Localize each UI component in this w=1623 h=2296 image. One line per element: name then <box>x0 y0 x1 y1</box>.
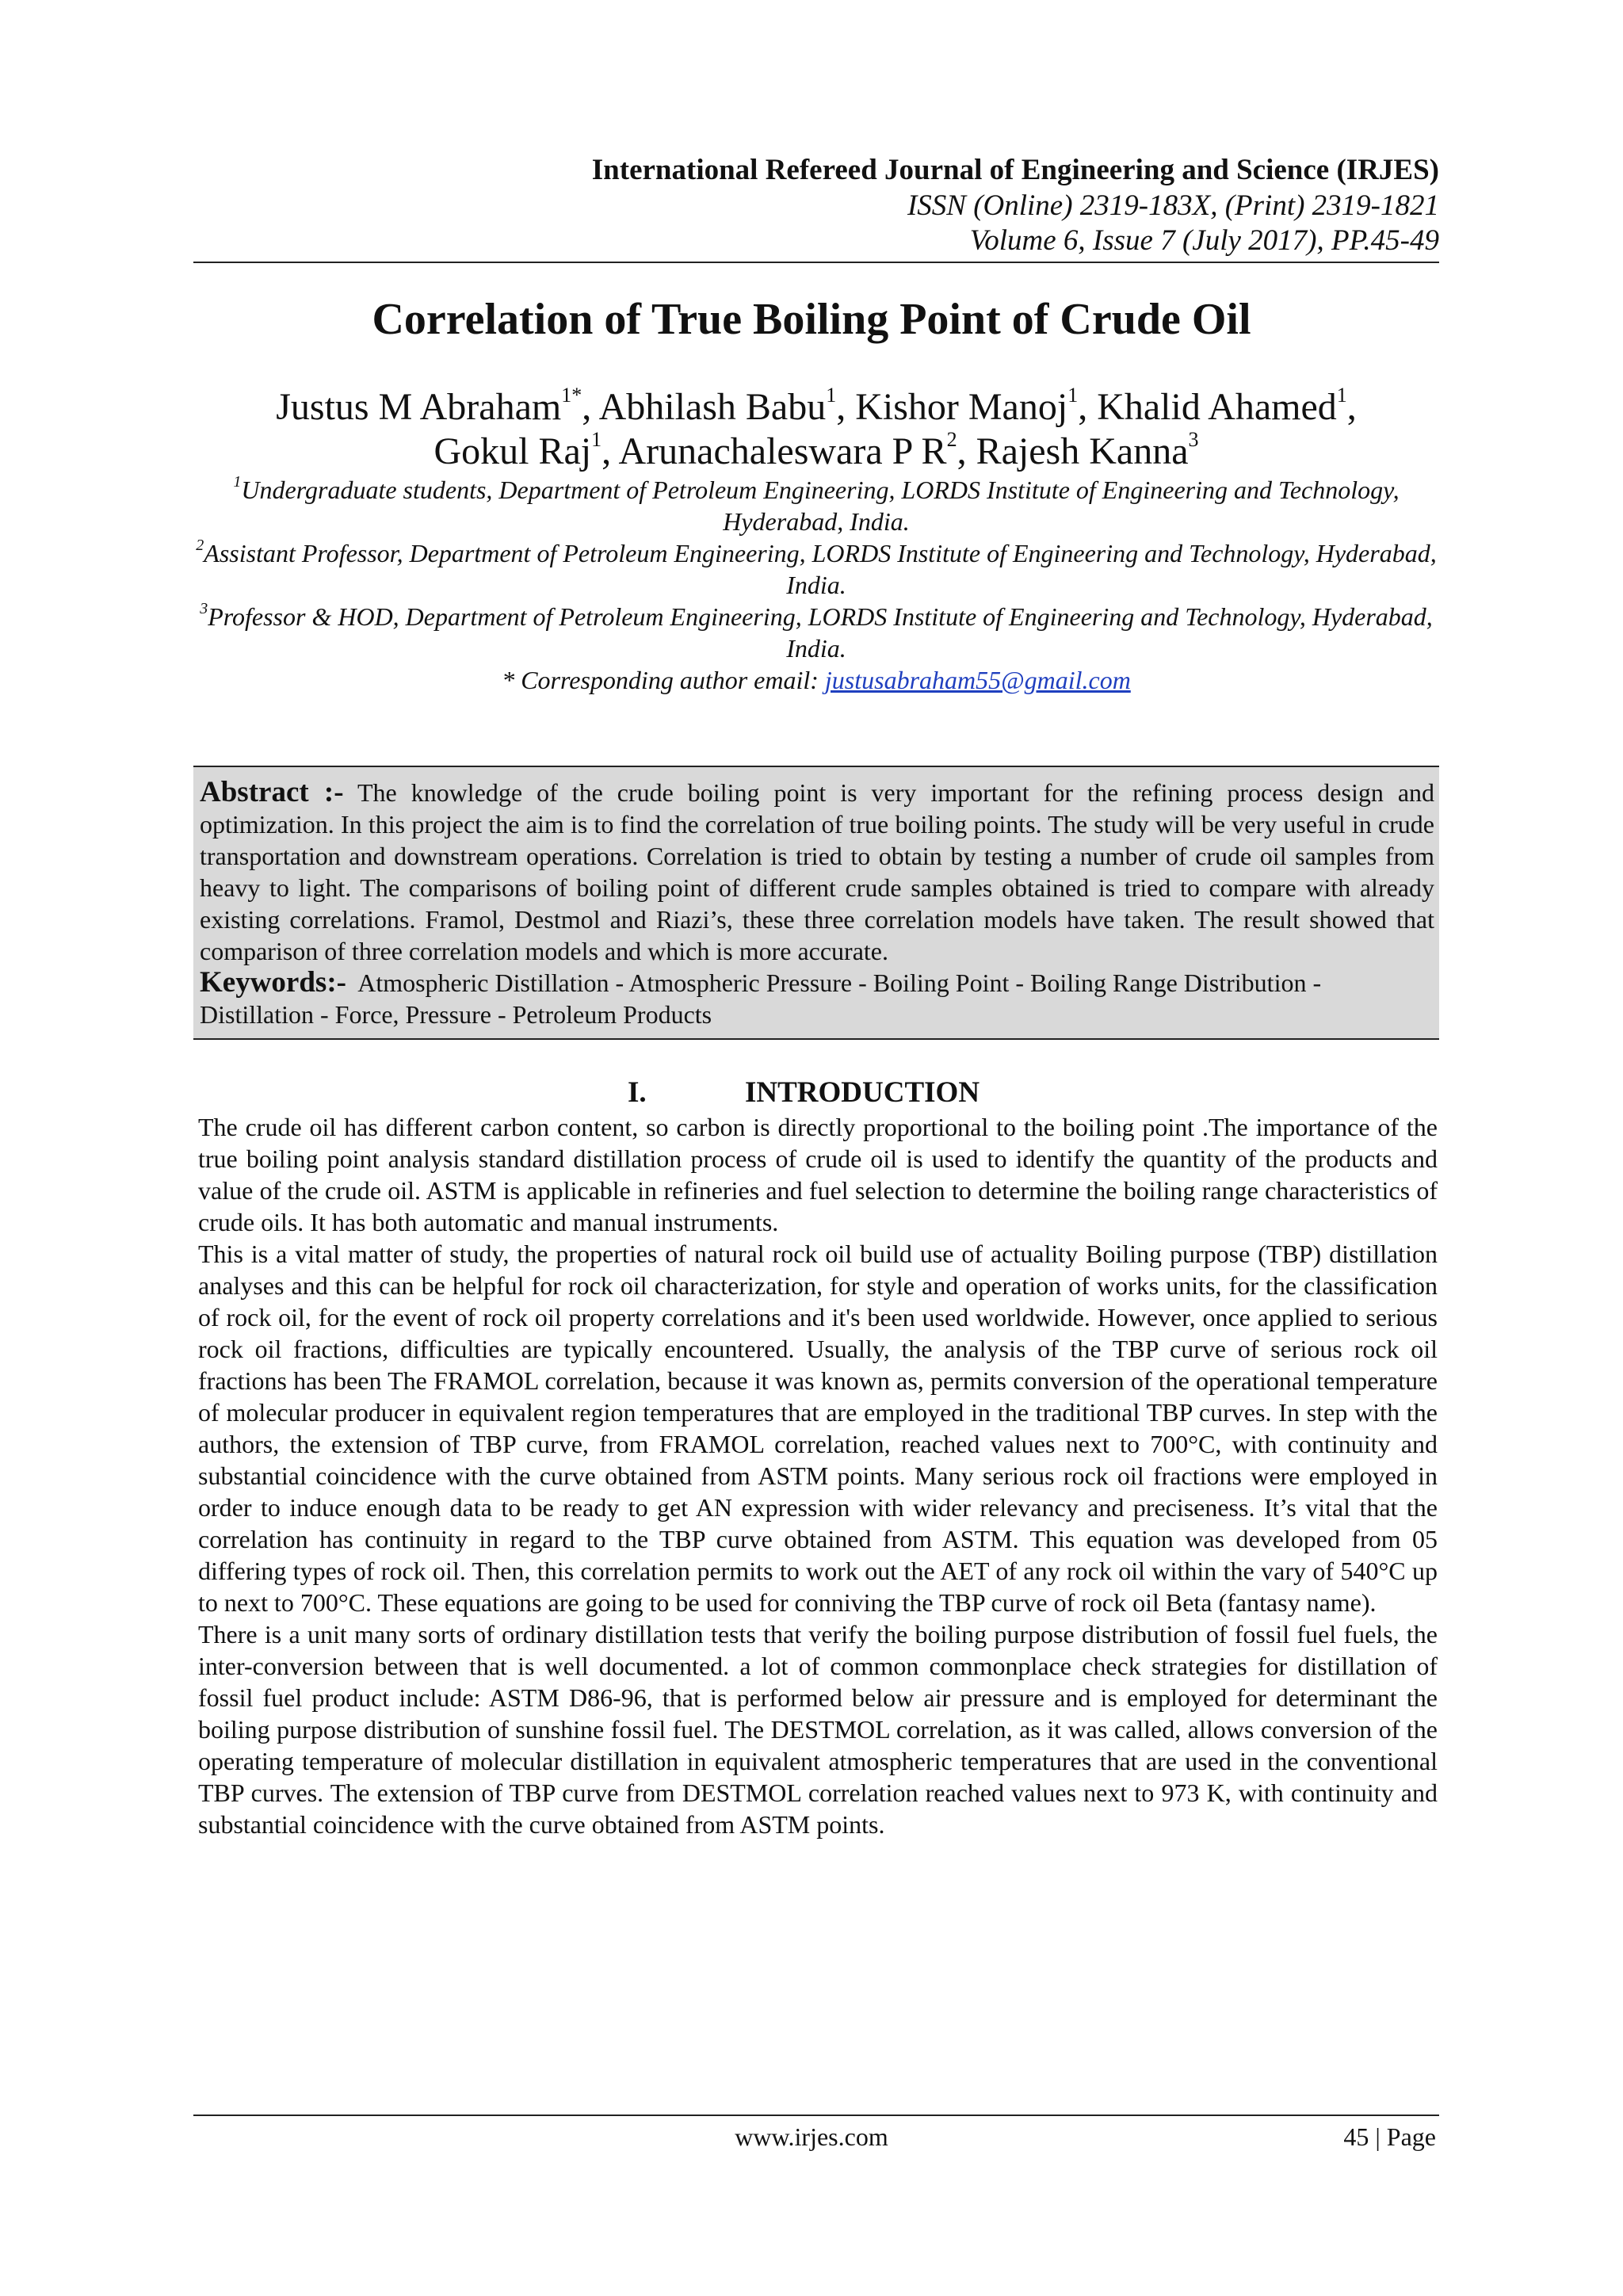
keywords-paragraph <box>200 967 1434 1030</box>
abstract-label: Abstract :- <box>200 776 344 808</box>
footer-page-number: 45 | Page <box>1343 2122 1436 2151</box>
introduction-body <box>198 1111 1438 1840</box>
keywords-text: Atmospheric Distillation - Atmospheric Pressure - Boiling Point - Boiling Range Distribution - Distillation - Force, Pressure - Petroleum Products <box>200 968 1322 1029</box>
email-link[interactable]: justusabraham55@gmail.com <box>824 666 1131 694</box>
affiliation-sup: 2 <box>196 537 204 554</box>
author-line-1 <box>193 385 1439 430</box>
journal-volume: Volume 6, Issue 7 (July 2017), PP.45-49 <box>969 224 1439 257</box>
affiliation-text: Professor & HOD, Department of Petroleum Engineering, LORDS Institute of Engineering and Technology, Hyderabad, India. <box>208 602 1433 663</box>
author-sup: 1* <box>561 384 582 407</box>
author-sep: , <box>601 430 619 472</box>
body-paragraph: The crude oil has different carbon content, so carbon is directly proportional to the boiling point .The importance of the true boiling point analysis standard distillation process of crude oil is used to identify the quantity of the products and value of the crude oil. ASTM is applicable in refineries and fuel selection to determine the boiling range characteristics of crude oils. It has both automatic and manual instruments. <box>198 1113 1438 1236</box>
author-name: Khalid Ahamed <box>1097 386 1337 428</box>
footer-website: www.irjes.com <box>735 2122 888 2151</box>
header-rule <box>193 262 1439 263</box>
body-paragraph: There is a unit many sorts of ordinary distillation tests that verify the boiling purpose distribution of fossil fuel fuels, the inter-conversion between that is well documented. a lot of common commonplace check strategies for distillation of fossil fuel product include: ASTM D86-96, that is performed below air pressure and is employed for determinant the boiling purpose distribution of sunshine fossil fuel. The DESTMOL correlation, as it was called, allows conversion of the operating temperature of molecular distillation in equivalent atmospheric temperatures that are used in the conventional TBP curves. The extension of TBP curve from DESTMOL correlation reached values next to 973 K, with continuity and substantial coincidence with the curve obtained from ASTM points. <box>198 1620 1438 1839</box>
author-name: Kishor Manoj <box>855 386 1068 428</box>
author-sup: 1 <box>826 384 837 407</box>
footer-rule <box>193 2115 1439 2116</box>
journal-header <box>592 152 1439 258</box>
section-number: I. <box>628 1076 647 1109</box>
section-title: INTRODUCTION <box>745 1076 980 1109</box>
affiliations <box>193 474 1439 696</box>
author-sup: 1 <box>591 428 602 451</box>
author-sep: , <box>582 386 599 428</box>
author-sup: 3 <box>1188 428 1199 451</box>
author-name: Gokul Raj <box>433 430 592 472</box>
author-sep: , <box>957 430 976 472</box>
affiliation-1 <box>193 474 1439 537</box>
journal-name: International Refereed Journal of Engineering and Science (IRJES) <box>591 154 1439 186</box>
affiliation-2 <box>193 537 1439 601</box>
keywords-label: Keywords:- <box>200 966 346 999</box>
abstract-paragraph <box>200 777 1434 967</box>
corresponding-author <box>193 664 1439 696</box>
journal-issn: ISSN (Online) 2319-183X, (Print) 2319-1821 <box>907 189 1439 222</box>
affiliation-3 <box>193 601 1439 664</box>
section-heading <box>0 1075 1623 1111</box>
affiliation-sup: 3 <box>200 600 208 617</box>
author-name: Arunachaleswara P R <box>618 430 947 472</box>
paper-title: Correlation of True Boiling Point of Crude Oil <box>372 295 1251 344</box>
author-sep: , <box>1078 386 1098 428</box>
author-sup: 1 <box>1067 384 1079 407</box>
author-name: Justus M Abraham <box>276 386 562 428</box>
body-paragraph: This is a vital matter of study, the properties of natural rock oil build use of actuality Boiling purpose (TBP) distillation analyses and this can be helpful for rock oil characterization, for style and operation of works units, for the classification of rock oil, for the event of rock oil property correlations and it's been used worldwide. However, once applied to serious rock oil fractions, difficulties are typically encountered. Usually, the analysis of the TBP curve of serious rock oil fractions has been The FRAMOL correlation, because it was known as, permits conversion of the operational temperature of molecular producer in equivalent region temperatures that are employed in the traditional TBP curves. In step with the authors, the extension of TBP curve, from FRAMOL correlation, reached values next to 700°C, with continuity and substantial coincidence with the curve obtained from ASTM points. Many serious rock oil fractions were employed in order to induce enough data to be ready to get AN expression with wider relevancy and preciseness. It’s vital that the correlation has continuity in regard to the TBP curve obtained from ASTM. This equation was developed from 05 differing types of rock oil. Then, this correlation permits to work out the AET of any rock oil within the vary of 540°C up to next to 700°C. These equations are going to be used for conniving the TBP curve of rock oil Beta (fantasy name). <box>198 1240 1438 1617</box>
affiliation-text: Undergraduate students, Department of Petroleum Engineering, LORDS Institute of Engineering and Technology, Hyderabad, India. <box>241 476 1400 536</box>
abstract-text: The knowledge of the crude boiling point is very important for the refining process design and optimization. In this project the aim is to find the correlation of true boiling points. The study will be very useful in crude transportation and downstream operations. Correlation is tried to obtain by testing a number of crude oil samples from heavy to light. The comparisons of boiling point of different crude samples obtained is tried to compare with already existing correlations. Framol, Destmol and Riazi’s, these three correlation models have taken. The result showed that comparison of three correlation models and which is more accurate. <box>200 778 1435 965</box>
author-sep: , <box>836 386 856 428</box>
author-sup: 1 <box>1336 384 1347 407</box>
author-name: Rajesh Kanna <box>976 430 1189 472</box>
author-list <box>193 385 1439 474</box>
corresponding-label: * Corresponding author email: <box>502 666 825 694</box>
affiliation-text: Assistant Professor, Department of Petroleum Engineering, LORDS Institute of Engineering and Technology, Hyderabad, India. <box>204 539 1437 599</box>
author-line-2 <box>193 430 1439 474</box>
author-sup: 2 <box>946 428 957 451</box>
author-name: Abhilash Babu <box>598 386 827 428</box>
affiliation-sup: 1 <box>233 473 242 491</box>
author-sep: , <box>1346 386 1357 428</box>
abstract-box <box>193 766 1439 1040</box>
